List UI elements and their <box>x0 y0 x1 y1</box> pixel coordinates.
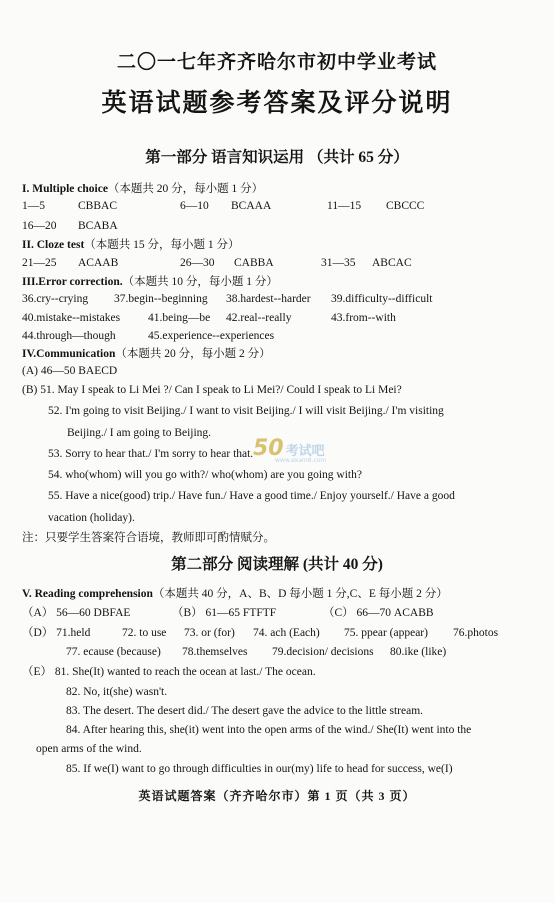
section-title: V. Reading comprehension <box>22 588 153 600</box>
answer-key: CBCCC <box>386 200 425 212</box>
answer-82: 82. No, it(she) wasn't. <box>66 686 168 698</box>
answer-range: 21—25 <box>22 257 57 269</box>
answer-range: 16—20 <box>22 220 57 232</box>
reading-b: （B） 61—65 FTFTF <box>172 607 277 619</box>
answer-51: (B) 51. May I speak to Li Mei ?/ Can I speak to Li Mei?/ Could I speak to Li Mei? <box>22 384 402 396</box>
section-title: III.Error correction. <box>22 276 123 288</box>
reading-d-item: 80.ike (like) <box>390 646 447 658</box>
communication-a: (A) 46—50 BAECD <box>22 365 118 377</box>
grading-note: 注：只要学生答案符合语境，教师即可酌情赋分。 <box>22 532 275 544</box>
section-3-header <box>22 275 278 290</box>
watermark-text: 考试吧 <box>285 444 325 459</box>
watermark-number: 50 <box>253 436 284 461</box>
section-title: I. Multiple choice <box>22 183 108 195</box>
correction-item: 37.begin--beginning <box>114 293 208 305</box>
answer-range: 1—5 <box>22 200 45 212</box>
reading-d-item: 76.photos <box>453 627 499 639</box>
reading-d-item: 72. to use <box>122 627 167 639</box>
answer-54: 54. who(whom) will you go with?/ who(whom) are you going with? <box>48 469 362 481</box>
answer-85: 85. If we(I) want to go through difficulties in our(my) life to head for success, we(I) <box>66 763 453 775</box>
answer-84: 84. After hearing this, she(it) went into the open arms of the wind./ She(It) went into the <box>66 724 472 736</box>
answer-84-cont: open arms of the wind. <box>36 743 142 755</box>
reading-a: （A） 56—60 DBFAE <box>22 607 131 619</box>
answer-83: 83. The desert. The desert did./ The desert gave the advice to the little stream. <box>66 705 424 717</box>
answer-52: 52. I'm going to visit Beijing./ I want to visit Beijing./ I will visit Beijing./ I'm visiting <box>48 405 444 417</box>
correction-item: 45.experience--experiences <box>148 330 275 342</box>
part1-heading: 第一部分 语言知识运用 （共计 65 分） <box>145 149 409 166</box>
reading-d-item: 75. ppear (appear) <box>344 627 428 639</box>
section-note: （本题共 20 分，每小题 1 分） <box>107 183 264 195</box>
section-title: IV.Communication <box>22 348 116 360</box>
answer-key: CABBA <box>234 257 274 269</box>
correction-item: 42.real--really <box>226 312 292 324</box>
correction-item: 36.cry--crying <box>22 293 89 305</box>
answer-81: （E） 81. She(It) wanted to reach the ocean at last./ The ocean. <box>22 666 316 678</box>
watermark-logo <box>253 436 326 464</box>
correction-item: 40.mistake--mistakes <box>22 312 121 324</box>
reading-d-item: 77. ecause (because) <box>66 646 161 658</box>
answer-range: 6—10 <box>180 200 209 212</box>
correction-item: 41.being—be <box>148 312 211 324</box>
answer-key: CBBAC <box>78 200 117 212</box>
answer-key: BCABA <box>78 220 118 232</box>
answer-range: 11—15 <box>327 200 362 212</box>
watermark-url: www.exam8.com <box>275 457 327 464</box>
document-title: 英语试题参考答案及评分说明 <box>101 90 453 117</box>
section-title: II. Cloze test <box>22 239 85 251</box>
section-note: （本题共 20 分，每小题 2 分） <box>115 348 271 360</box>
correction-item: 43.from--with <box>331 312 396 324</box>
section-4-header <box>22 347 271 362</box>
answer-range: 31—35 <box>321 257 356 269</box>
section-note: （本题共 40 分，A、B、D 每小题 1 分,C、E 每小题 2 分） <box>152 588 448 600</box>
reading-d-item: 79.decision/ decisions <box>272 646 374 658</box>
answer-55-cont: vacation (holiday). <box>48 512 135 524</box>
correction-item: 44.through—though <box>22 330 116 342</box>
section-1-header <box>22 182 263 197</box>
answer-key: BCAAA <box>231 200 272 212</box>
answer-key: ABCAC <box>372 257 412 269</box>
answer-range: 26—30 <box>180 257 215 269</box>
reading-d-item: （D） 71.held <box>22 627 91 639</box>
answer-55: 55. Have a nice(good) trip./ Have fun./ Have a good time./ Enjoy yourself./ Have a good <box>48 490 455 502</box>
reading-c: （C） 66—70 ACABB <box>323 607 434 619</box>
answer-52-cont: Beijing./ I am going to Beijing. <box>67 427 212 439</box>
correction-item: 39.difficulty--difficult <box>331 293 433 305</box>
reading-d-item: 78.themselves <box>182 646 248 658</box>
answer-53: 53. Sorry to hear that./ I'm sorry to hear that. <box>48 448 254 460</box>
section-note: （本题共 15 分，每小题 1 分） <box>84 239 240 251</box>
part2-heading: 第二部分 阅读理解 (共计 40 分) <box>171 556 383 573</box>
answer-key: ACAAB <box>78 257 119 269</box>
section-note: （本题共 10 分，每小题 1 分） <box>122 276 278 288</box>
reading-d-item: 74. ach (Each) <box>253 627 320 639</box>
page-footer: 英语试题答案（齐齐哈尔市）第 1 页（共 3 页） <box>138 789 416 803</box>
correction-item: 38.hardest--harder <box>226 293 311 305</box>
reading-d-item: 73. or (for) <box>184 627 235 639</box>
section-2-header <box>22 238 240 253</box>
exam-title: 二〇一七年齐齐哈尔市初中学业考试 <box>116 52 437 73</box>
section-5-header <box>22 587 448 602</box>
